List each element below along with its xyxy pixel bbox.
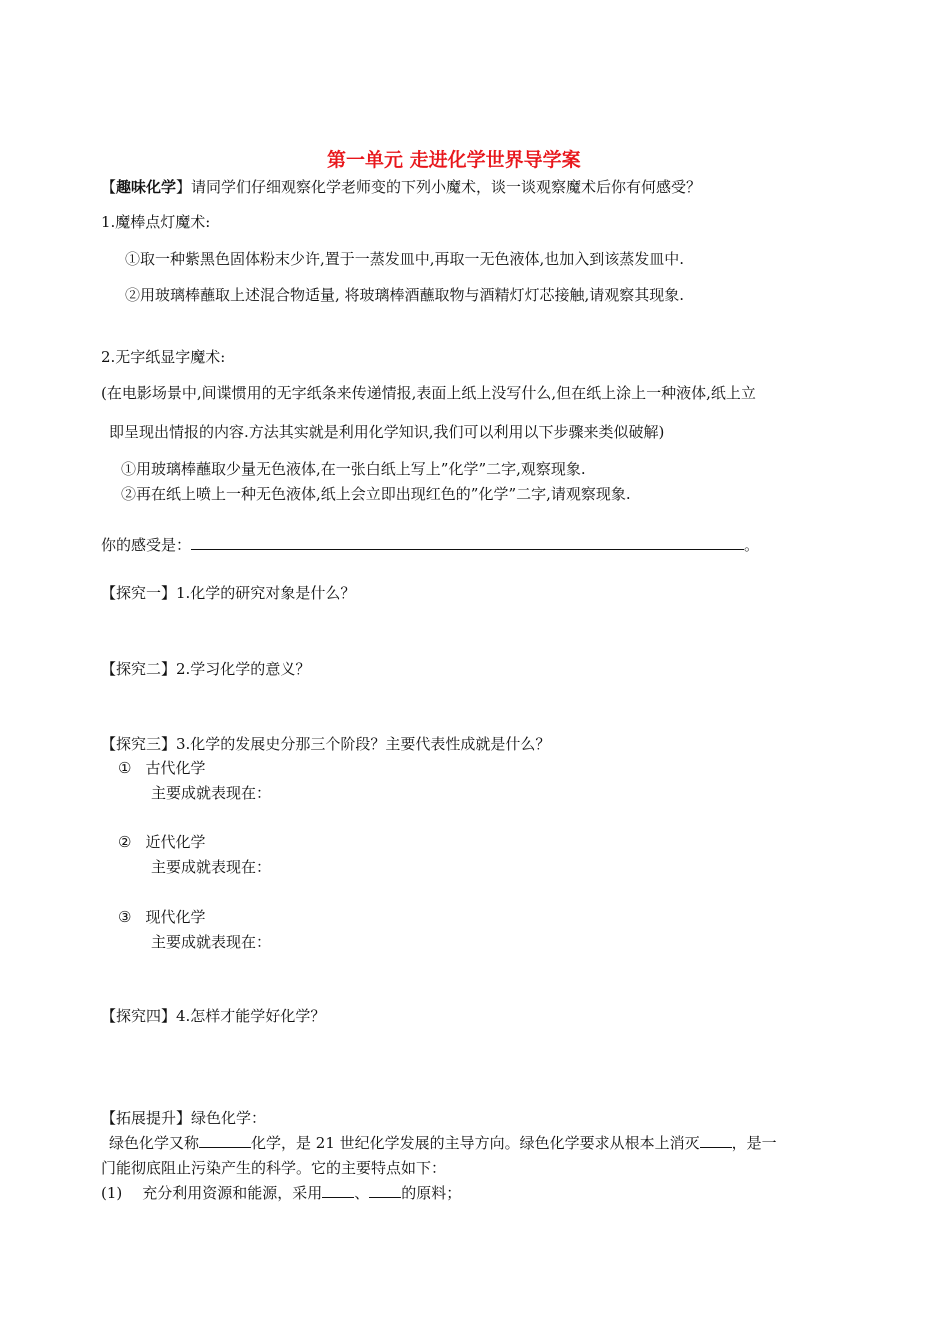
item1-sep: 、 [354, 1184, 370, 1202]
explore4-question: 【探究四】4.怎样才能学好化学？ [101, 1007, 326, 1025]
stage3-achievement: 主要成就表现在： [151, 933, 272, 951]
explore3-question: 【探究三】3.化学的发展史分那三个阶段？主要代表性成就是什么？ [101, 735, 551, 753]
feeling-blank[interactable] [191, 535, 744, 550]
extend-heading: 【拓展提升】绿色化学： [101, 1109, 267, 1127]
intro-line [101, 177, 701, 197]
magic1-step1: ①取一种紫黑色固体粉末少许,置于一蒸发皿中,再取一无色液体,也加入到该蒸发皿中. [125, 250, 685, 268]
explore2-question: 【探究二】2.学习化学的意义？ [101, 660, 311, 678]
extend-p1-c: ，是一 [731, 1134, 777, 1152]
stage3-line [118, 907, 205, 927]
pollution-blank[interactable] [700, 1133, 732, 1148]
magic2-heading: 2.无字纸显字魔术: [101, 348, 226, 366]
intro-bracket-open: 【 [101, 178, 117, 196]
stage1-name: 古代化学 [145, 759, 206, 777]
material-blank-1[interactable] [322, 1183, 354, 1198]
stage2-name: 近代化学 [145, 833, 206, 851]
extend-line1 [109, 1133, 777, 1153]
intro-bracket-close: 】 [176, 178, 192, 196]
magic2-step1: ①用玻璃棒蘸取少量无色液体,在一张白纸上写上”化学”二字,观察现象. [121, 460, 586, 478]
magic2-step2: ②再在纸上喷上一种无色液体,纸上会立即出现红色的”化学”二字,请观察现象. [121, 485, 631, 503]
green-chem-blank[interactable] [199, 1133, 251, 1148]
extend-item1 [101, 1183, 461, 1203]
extend-line2: 门能彻底阻止污染产生的科学。它的主要特点如下： [101, 1159, 447, 1177]
stage1-num: ① [118, 759, 132, 777]
feeling-label: 你的感受是： [101, 536, 192, 554]
stage2-line [118, 832, 205, 852]
magic1-heading: 1.魔棒点灯魔术: [101, 213, 211, 231]
stage1-line [118, 758, 205, 778]
intro-tag: 趣味化学 [116, 178, 177, 196]
extend-p1-a: 绿色化学又称 [109, 1134, 200, 1152]
extend-p1-b: 化学，是 21 世纪化学发展的主导方向。绿色化学要求从根本上消灭 [251, 1134, 700, 1152]
explore1-question: 【探究一】1.化学的研究对象是什么？ [101, 584, 356, 602]
intro-text: 请同学们仔细观察化学老师变的下列小魔术，谈一谈观察魔术后你有何感受？ [191, 178, 702, 196]
item1-text-b: 的原料； [401, 1184, 462, 1202]
stage3-num: ③ [118, 908, 132, 926]
stage2-achievement: 主要成就表现在： [151, 858, 272, 876]
magic2-note-line2: 即呈现出情报的内容.方法其实就是利用化学知识,我们可以利用以下步骤来类似破解) [109, 423, 665, 441]
item1-text-a: 充分利用资源和能源，采用 [142, 1184, 323, 1202]
stage2-num: ② [118, 833, 132, 851]
magic1-step2: ②用玻璃棒蘸取上述混合物适量, 将玻璃棒酒蘸取物与酒精灯灯芯接触,请观察其现象. [125, 286, 685, 304]
page-title: 第一单元 走进化学世界导学案 [327, 149, 581, 171]
magic2-note-line1: (在电影场景中,间谍惯用的无字纸条来传递情报,表面上纸上没写什么,但在纸上涂上一种液体,纸上立 [101, 384, 756, 402]
material-blank-2[interactable] [369, 1183, 401, 1198]
stage3-name: 现代化学 [145, 908, 206, 926]
stage1-achievement: 主要成就表现在： [151, 784, 272, 802]
item1-num: (1) [101, 1184, 123, 1202]
feeling-line [101, 535, 759, 555]
feeling-end: 。 [744, 536, 760, 554]
